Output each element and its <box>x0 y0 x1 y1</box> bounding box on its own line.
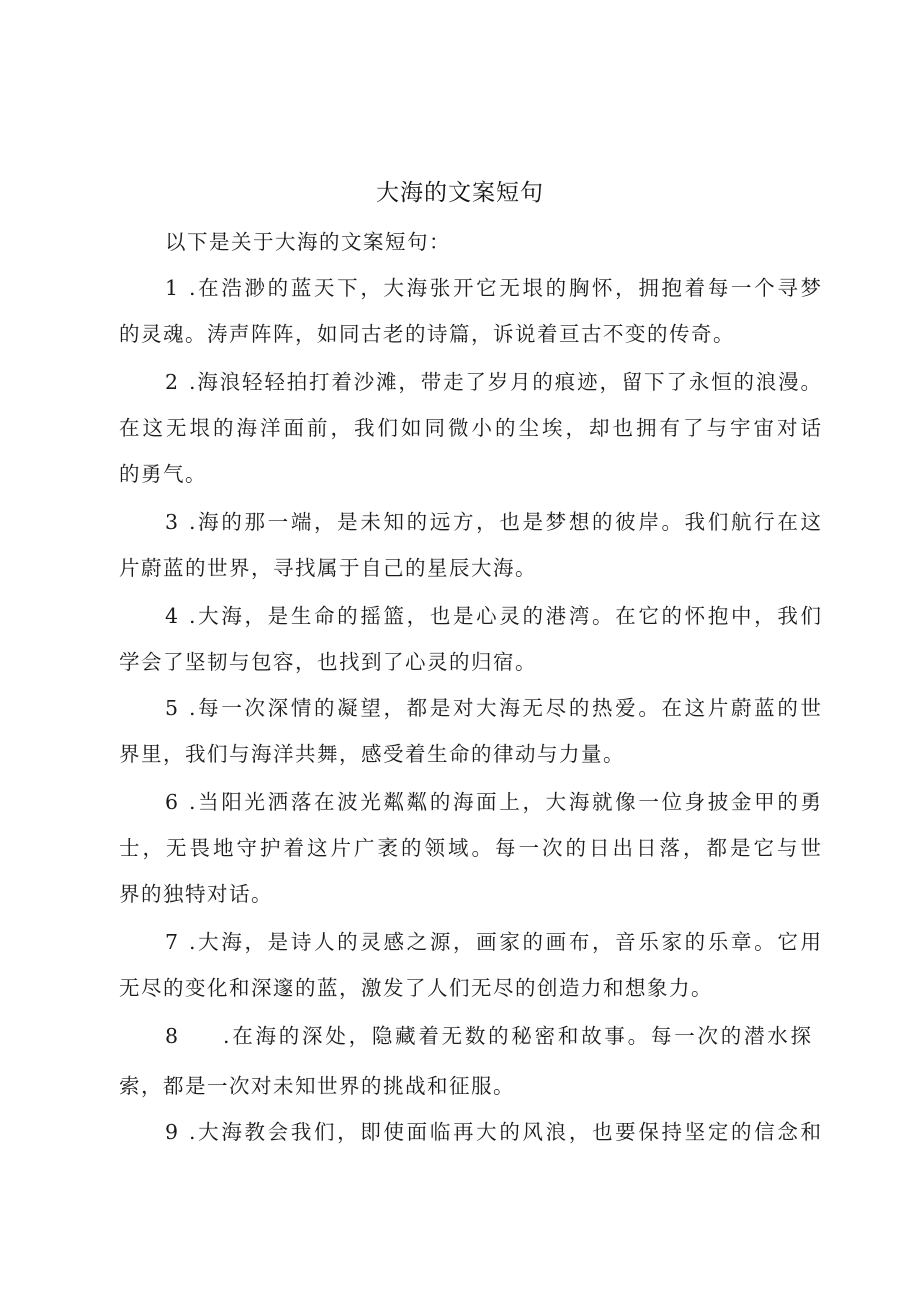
item-8-line-1 <box>119 1016 811 1056</box>
item-number: 6 <box>165 790 179 814</box>
item-2-line-3: 的勇气。 <box>119 462 207 486</box>
item-text: .海的那一端，是未知的远方，也是梦想的彼岸。我们航行在这 <box>189 510 821 534</box>
item-5-line-2: 界里，我们与海洋共舞，感受着生命的律动与力量。 <box>119 742 625 766</box>
item-6-line-2: 士，无畏地守护着这片广袤的领域。每一次的日出日落，都是它与世 <box>119 836 821 860</box>
item-8-line-2: 索，都是一次对未知世界的挑战和征服。 <box>119 1074 515 1098</box>
item-5-line-1 <box>119 688 821 728</box>
item-text: .大海教会我们，即使面临再大的风浪，也要保持坚定的信念和 <box>189 1120 821 1144</box>
item-2-line-1 <box>119 362 821 402</box>
item-4-line-1 <box>119 596 821 636</box>
item-text: .每一次深情的凝望，都是对大海无尽的热爱。在这片蔚蓝的世 <box>189 696 821 720</box>
item-number: 8 <box>165 1024 179 1048</box>
item-number: 5 <box>165 696 179 720</box>
item-3-line-1 <box>119 502 821 542</box>
page-title: 大海的文案短句 <box>376 180 544 206</box>
item-9-line-1 <box>119 1112 821 1152</box>
item-text: .大海，是生命的摇篮，也是心灵的港湾。在它的怀抱中，我们 <box>189 604 821 628</box>
item-1-line-2: 的灵魂。涛声阵阵，如同古老的诗篇，诉说着亘古不变的传奇。 <box>119 322 735 346</box>
item-text: .在浩渺的蓝天下，大海张开它无垠的胸怀，拥抱着每一个寻梦 <box>189 276 821 300</box>
intro-text: 以下是关于大海的文案短句： <box>165 230 451 254</box>
item-6-line-1 <box>119 782 821 822</box>
item-7-line-2: 无尽的变化和深邃的蓝，激发了人们无尽的创造力和想象力。 <box>119 976 713 1000</box>
item-number: 3 <box>165 510 179 534</box>
item-1-line-1 <box>119 268 821 308</box>
item-4-line-2: 学会了坚韧与包容，也找到了心灵的归宿。 <box>119 650 537 674</box>
item-text: .大海，是诗人的灵感之源，画家的画布，音乐家的乐章。它用 <box>189 930 821 954</box>
item-text: .海浪轻轻拍打着沙滩，带走了岁月的痕迹，留下了永恒的浪漫。 <box>189 370 821 394</box>
item-7-line-1 <box>119 922 821 962</box>
item-number: 4 <box>165 604 179 628</box>
item-6-line-3: 界的独特对话。 <box>119 882 273 906</box>
item-text: .在海的深处，隐藏着无数的秘密和故事。每一次的潜水探 <box>223 1024 811 1048</box>
item-text: .当阳光洒落在波光粼粼的海面上，大海就像一位身披金甲的勇 <box>189 790 821 814</box>
intro-line <box>119 222 821 262</box>
item-3-line-2: 片蔚蓝的世界，寻找属于自己的星辰大海。 <box>119 556 537 580</box>
item-2-line-2: 在这无垠的海洋面前，我们如同微小的尘埃，却也拥有了与宇宙对话 <box>119 416 821 440</box>
item-number: 9 <box>165 1120 179 1144</box>
item-number: 7 <box>165 930 179 954</box>
item-number: 2 <box>165 370 179 394</box>
item-number: 1 <box>165 276 179 300</box>
